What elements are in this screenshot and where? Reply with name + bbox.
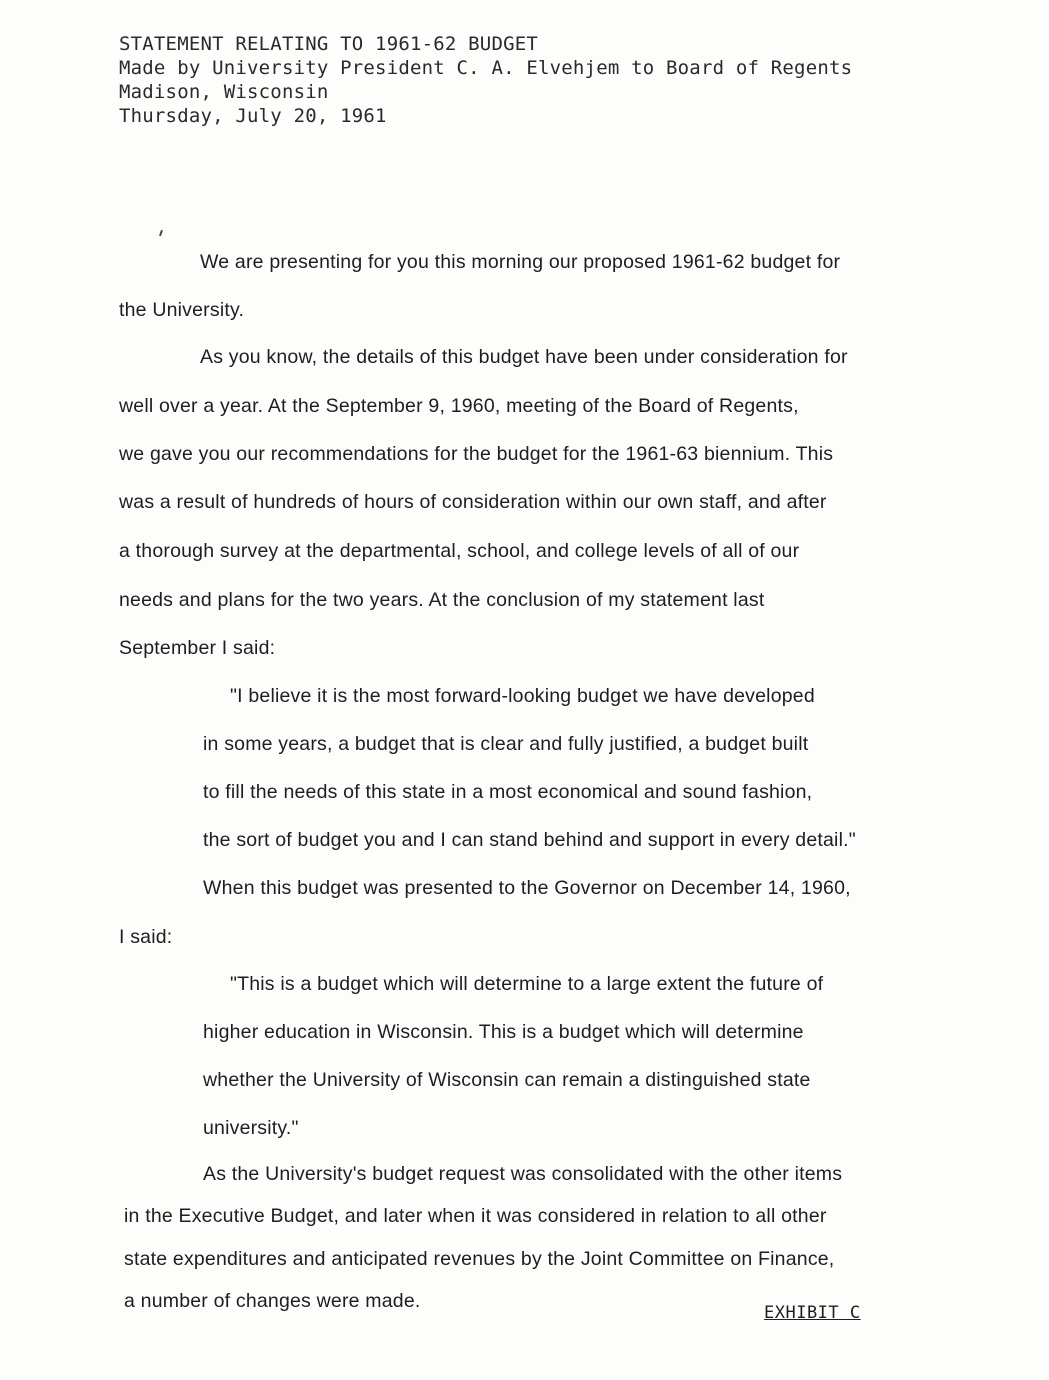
paragraph-line: well over a year. At the September 9, 1960, meeting of the Board of Regents,	[119, 395, 799, 417]
quote-line: in some years, a budget that is clear and fully justified, a budget built	[203, 733, 809, 755]
header-author-line: Made by University President C. A. Elvehjem to Board of Regents	[119, 57, 853, 79]
paragraph-line: As the University's budget request was consolidated with the other items	[203, 1163, 843, 1185]
paragraph-line: in the Executive Budget, and later when it was considered in relation to all other	[124, 1205, 827, 1227]
paragraph-line: I said:	[119, 926, 173, 948]
header-date-line: Thursday, July 20, 1961	[119, 105, 387, 127]
paragraph-line: We are presenting for you this morning our proposed 1961-62 budget for	[200, 251, 841, 273]
paragraph-line: a number of changes were made.	[124, 1290, 421, 1312]
paragraph-line: state expenditures and anticipated revenues by the Joint Committee on Finance,	[124, 1248, 835, 1270]
quote-line: higher education in Wisconsin. This is a budget which will determine	[203, 1021, 804, 1043]
exhibit-label: EXHIBIT C	[764, 1303, 861, 1323]
document-title: STATEMENT RELATING TO 1961-62 BUDGET	[119, 33, 539, 55]
paragraph-line: we gave you our recommendations for the budget for the 1961-63 biennium. This	[119, 443, 834, 465]
quote-line: university."	[203, 1117, 299, 1139]
paragraph-line: needs and plans for the two years. At the conclusion of my statement last	[119, 589, 765, 611]
paragraph-line: September I said:	[119, 637, 276, 659]
paragraph-line: was a result of hundreds of hours of consideration within our own staff, and after	[119, 491, 827, 513]
paragraph-line: When this budget was presented to the Governor on December 14, 1960,	[203, 877, 851, 899]
paragraph-line: As you know, the details of this budget have been under consideration for	[200, 346, 848, 368]
paragraph-line: the University.	[119, 299, 245, 321]
header-location-line: Madison, Wisconsin	[119, 81, 329, 103]
quote-line: to fill the needs of this state in a most economical and sound fashion,	[203, 781, 813, 803]
ink-speck	[159, 230, 163, 236]
paragraph-line: a thorough survey at the departmental, school, and college levels of all of our	[119, 540, 800, 562]
quote-line: "This is a budget which will determine to a large extent the future of	[230, 973, 824, 995]
quote-line: the sort of budget you and I can stand behind and support in every detail."	[203, 829, 856, 851]
quote-line: whether the University of Wisconsin can remain a distinguished state	[203, 1069, 811, 1091]
quote-line: "I believe it is the most forward-looking budget we have developed	[230, 685, 815, 707]
